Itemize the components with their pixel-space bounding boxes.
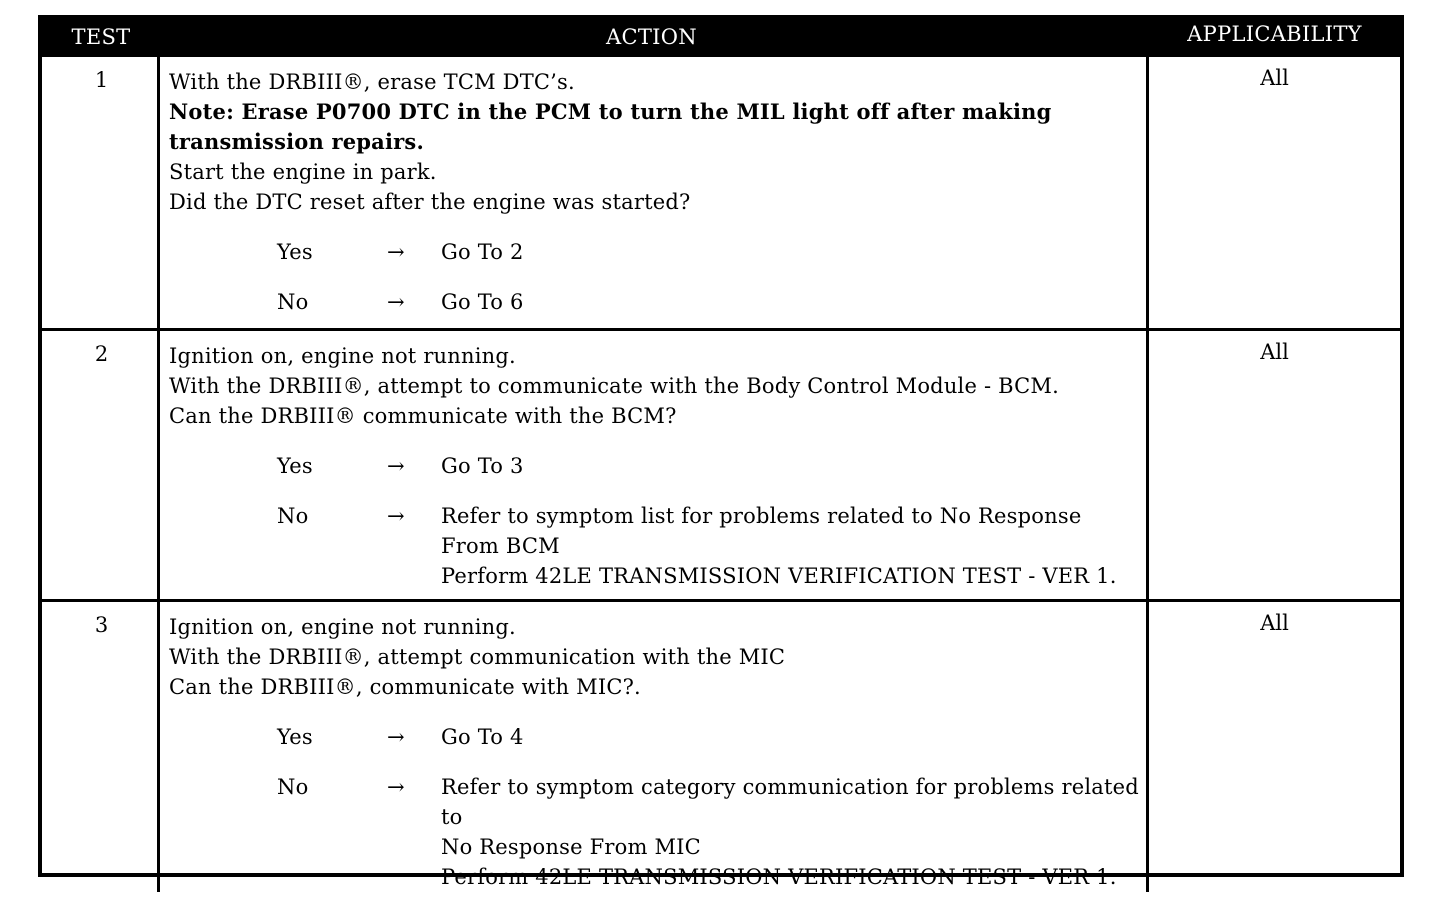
branch-destination: Go To 4: [441, 725, 524, 749]
right-arrow-icon: →: [387, 454, 405, 478]
branch-no: [277, 501, 1140, 591]
applicability-value: All: [1260, 66, 1289, 90]
branch-destination: Go To 3: [441, 454, 524, 478]
answer-label: Yes: [277, 725, 313, 749]
applicability-value: All: [1149, 328, 1400, 599]
branch-destination: Go To 6: [441, 290, 524, 314]
action-line: Ignition on, engine not running.: [169, 615, 516, 639]
diagnostic-test-table: [38, 15, 1404, 889]
answer-label: No: [277, 290, 309, 314]
answer-label: Yes: [277, 454, 313, 478]
test-number: 2: [42, 328, 160, 599]
right-arrow-icon: →: [387, 290, 405, 314]
test-number: 3: [42, 599, 160, 892]
branch-no: [277, 287, 1140, 317]
branch-destination: Refer to symptom list for problems related to No Response From BCM Perform 42LE TRANSMISSION VERIFICATION TEST - VER 1.: [441, 504, 1117, 588]
action-cell: [160, 57, 1149, 328]
action-line: With the DRBIII®, attempt to communicate with the Body Control Module - BCM.: [169, 374, 1060, 398]
action-note: Note: Erase P0700 DTC in the PCM to turn the MIL light off after making transmission repairs.: [169, 99, 1052, 154]
action-question: Did the DTC reset after the engine was started?: [169, 190, 691, 214]
action-line: With the DRBIII®, attempt communication with the MIC: [169, 645, 786, 669]
branch-no: [277, 772, 1140, 892]
branch-destination: Go To 2: [441, 240, 524, 264]
answer-label: Yes: [277, 240, 313, 264]
answer-label: No: [277, 775, 309, 799]
branch-destination: Refer to symptom category communication for problems related to No Response From MIC Perform 42LE TRANSMISSION VERIFICATION TEST - VER 1.: [441, 775, 1139, 889]
applicability-value: All: [1149, 599, 1400, 892]
header-action: ACTION: [160, 15, 1149, 57]
action-line: Start the engine in park.: [169, 160, 437, 184]
branch-yes: [277, 451, 1140, 481]
right-arrow-icon: →: [387, 775, 405, 799]
action-question: Can the DRBIII®, communicate with MIC?.: [169, 675, 641, 699]
answer-label: No: [277, 504, 309, 528]
action-cell: [160, 328, 1149, 599]
action-line: Ignition on, engine not running.: [169, 344, 516, 368]
action-question: Can the DRBIII® communicate with the BCM?: [169, 404, 677, 428]
branch-yes: [277, 237, 1140, 267]
right-arrow-icon: →: [387, 725, 405, 749]
test-number: 1: [42, 57, 160, 328]
header-test: TEST: [42, 15, 160, 57]
right-arrow-icon: →: [387, 240, 405, 264]
action-cell: [160, 599, 1149, 892]
right-arrow-icon: →: [387, 504, 405, 528]
header-applicability: APPLICABILITY: [1149, 15, 1400, 57]
branch-yes: [277, 722, 1140, 752]
action-line: With the DRBIII®, erase TCM DTC’s.: [169, 70, 575, 94]
